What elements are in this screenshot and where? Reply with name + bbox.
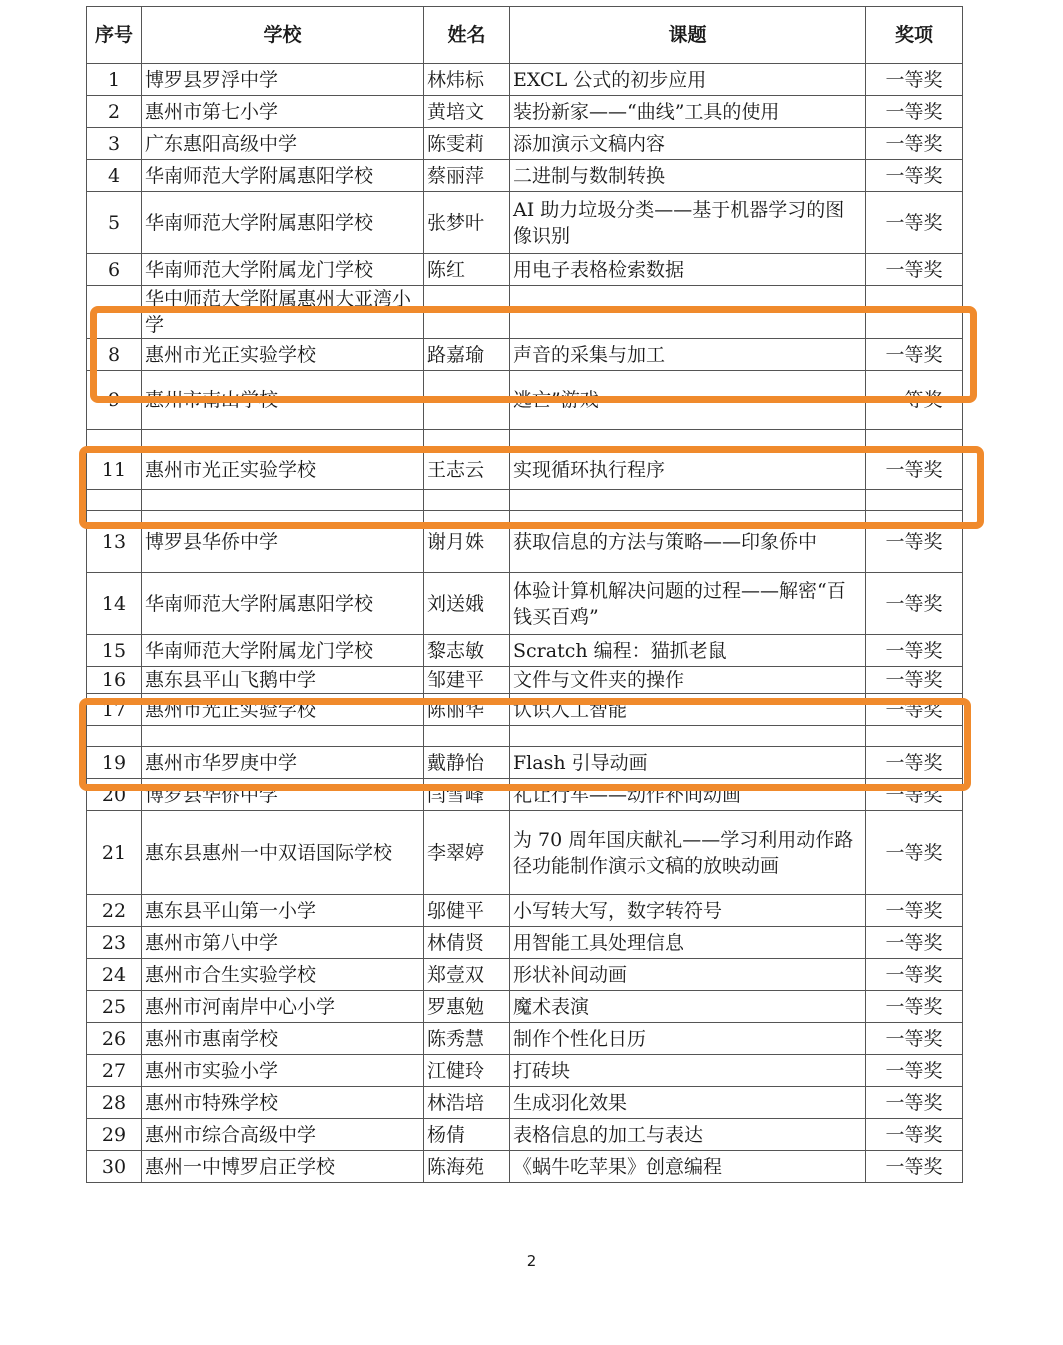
cell-school: 博罗县华侨中学: [142, 511, 424, 573]
cell-name: 江健玲: [424, 1055, 510, 1087]
cell-no: 11: [87, 451, 142, 490]
cell-no: 20: [87, 779, 142, 811]
cell-award: 一等奖: [866, 1087, 963, 1119]
cell-no: 27: [87, 1055, 142, 1087]
cell-name: 罗惠勉: [424, 991, 510, 1023]
cell-school: 惠东县平山第一小学: [142, 895, 424, 927]
cell-school: 惠州市华罗庚中学: [142, 747, 424, 779]
header-row: [87, 7, 963, 64]
cell-name: 邬健平: [424, 895, 510, 927]
cell-topic: 二进制与数制转换: [510, 160, 866, 192]
table-row: [87, 254, 963, 286]
cell-school: 惠州市河南岸中心小学: [142, 991, 424, 1023]
cell-school: [142, 430, 424, 451]
cell-award: 一等奖: [866, 1119, 963, 1151]
cell-award: 一等奖: [866, 96, 963, 128]
cell-award: 一等奖: [866, 1151, 963, 1183]
table-row: [87, 160, 963, 192]
table-row: [87, 1087, 963, 1119]
cell-name: 林炜标: [424, 64, 510, 96]
cell-school: 惠州市南山学校: [142, 371, 424, 430]
cell-no: 21: [87, 811, 142, 895]
cell-award: 一等奖: [866, 667, 963, 694]
cell-topic: AI 助力垃圾分类——基于机器学习的图像识别: [510, 192, 866, 254]
cell-award: 一等奖: [866, 779, 963, 811]
cell-award: 一等奖: [866, 694, 963, 726]
cell-name: 闫雪峰: [424, 779, 510, 811]
cell-topic: 文件与文件夹的操作: [510, 667, 866, 694]
cell-award: 一等奖: [866, 128, 963, 160]
cell-school: 华南师范大学附属惠阳学校: [142, 192, 424, 254]
cell-name: 李翠婷: [424, 811, 510, 895]
cell-name: [424, 490, 510, 511]
cell-award: 一等奖: [866, 747, 963, 779]
cell-no: 14: [87, 573, 142, 635]
cell-no: 15: [87, 635, 142, 667]
table-row: [87, 747, 963, 779]
cell-no: 25: [87, 991, 142, 1023]
table-row: [87, 1119, 963, 1151]
cell-topic: 小写转大写，数字转符号: [510, 895, 866, 927]
cell-name: 张梦叶: [424, 192, 510, 254]
page-number: 2: [526, 1252, 537, 1270]
cell-award: 一等奖: [866, 339, 963, 371]
cell-award: 一等奖: [866, 1023, 963, 1055]
cell-school: 惠州市第七小学: [142, 96, 424, 128]
cell-school: 惠州市第八中学: [142, 927, 424, 959]
table-row: [87, 779, 963, 811]
cell-school: 广东惠阳高级中学: [142, 128, 424, 160]
cell-school: 惠州市光正实验学校: [142, 694, 424, 726]
cell-award: 一等奖: [866, 160, 963, 192]
cell-no: 17: [87, 694, 142, 726]
table-row: [87, 927, 963, 959]
cell-school: [142, 726, 424, 747]
cell-no: [87, 490, 142, 511]
table-row: [87, 895, 963, 927]
cell-school: 华南师范大学附属龙门学校: [142, 635, 424, 667]
header-no: 序号: [87, 7, 142, 64]
cell-no: 4: [87, 160, 142, 192]
cell-topic: 制作个性化日历: [510, 1023, 866, 1055]
cell-no: 23: [87, 927, 142, 959]
cell-school: 惠州一中博罗启正学校: [142, 1151, 424, 1183]
cell-award: 一等奖: [866, 254, 963, 286]
cell-topic: 体验计算机解决问题的过程——解密“百钱买百鸡”: [510, 573, 866, 635]
cell-award: 一等奖: [866, 895, 963, 927]
cell-award: 一等奖: [866, 511, 963, 573]
cell-name: 王志云: [424, 451, 510, 490]
header-name: 姓名: [424, 7, 510, 64]
cell-name: 黄培文: [424, 96, 510, 128]
cell-no: 22: [87, 895, 142, 927]
table-row: [87, 286, 963, 339]
cell-name: 郑壹双: [424, 959, 510, 991]
cell-name: 路嘉瑜: [424, 339, 510, 371]
table-body: [87, 64, 963, 1183]
cell-school: 惠州市光正实验学校: [142, 451, 424, 490]
cell-topic: 获取信息的方法与策略——印象侨中: [510, 511, 866, 573]
table-row: [87, 573, 963, 635]
cell-award: 一等奖: [866, 811, 963, 895]
cell-name: 刘送娥: [424, 573, 510, 635]
cell-school: 华南师范大学附属惠阳学校: [142, 573, 424, 635]
cell-topic: [510, 430, 866, 451]
cell-topic: 装扮新家——“曲线”工具的使用: [510, 96, 866, 128]
cell-topic: Scratch 编程：猫抓老鼠: [510, 635, 866, 667]
table-row: [87, 1023, 963, 1055]
table-row: [87, 635, 963, 667]
table-row: [87, 451, 963, 490]
cell-no: 5: [87, 192, 142, 254]
cell-topic: 认识人工智能: [510, 694, 866, 726]
cell-school: 惠州市综合高级中学: [142, 1119, 424, 1151]
table-row: [87, 811, 963, 895]
cell-name: [424, 726, 510, 747]
table-row: [87, 511, 963, 573]
cell-topic: [510, 726, 866, 747]
cell-topic: [510, 490, 866, 511]
table-row: [87, 991, 963, 1023]
cell-name: 林倩贤: [424, 927, 510, 959]
cell-topic: 生成羽化效果: [510, 1087, 866, 1119]
table-row: [87, 694, 963, 726]
table-row: [87, 96, 963, 128]
cell-no: 29: [87, 1119, 142, 1151]
cell-topic: 声音的采集与加工: [510, 339, 866, 371]
cell-topic: 实现循环执行程序: [510, 451, 866, 490]
cell-award: 一等奖: [866, 64, 963, 96]
award-table: [86, 6, 963, 1183]
cell-name: 林浩培: [424, 1087, 510, 1119]
cell-topic: 用电子表格检索数据: [510, 254, 866, 286]
cell-name: 邹建平: [424, 667, 510, 694]
cell-topic: 用智能工具处理信息: [510, 927, 866, 959]
cell-topic: Flash 引导动画: [510, 747, 866, 779]
cell-name: 陈红: [424, 254, 510, 286]
cell-school: 华中师范大学附属惠州大亚湾小学: [142, 286, 424, 339]
cell-school: [142, 490, 424, 511]
cell-award: 一等奖: [866, 1055, 963, 1087]
cell-school: 惠州市惠南学校: [142, 1023, 424, 1055]
cell-no: 1: [87, 64, 142, 96]
cell-award: [866, 726, 963, 747]
cell-topic: 礼让行车——动作补间动画: [510, 779, 866, 811]
table-row: [87, 959, 963, 991]
cell-award: 一等奖: [866, 573, 963, 635]
cell-no: 16: [87, 667, 142, 694]
cell-no: 19: [87, 747, 142, 779]
cell-school: 惠东县惠州一中双语国际学校: [142, 811, 424, 895]
cell-name: [424, 371, 510, 430]
cell-name: 黎志敏: [424, 635, 510, 667]
cell-no: 28: [87, 1087, 142, 1119]
table-row: [87, 726, 963, 747]
cell-school: 惠东县平山飞鹅中学: [142, 667, 424, 694]
cell-topic: [510, 286, 866, 339]
cell-no: [87, 430, 142, 451]
cell-name: 陈雯莉: [424, 128, 510, 160]
header-topic: 课题: [510, 7, 866, 64]
cell-no: [87, 286, 142, 339]
cell-topic: 魔术表演: [510, 991, 866, 1023]
cell-topic: 表格信息的加工与表达: [510, 1119, 866, 1151]
cell-no: 8: [87, 339, 142, 371]
cell-school: 博罗县华侨中学: [142, 779, 424, 811]
cell-name: 戴静怡: [424, 747, 510, 779]
cell-award: 一等奖: [866, 959, 963, 991]
cell-school: 博罗县罗浮中学: [142, 64, 424, 96]
cell-no: 30: [87, 1151, 142, 1183]
cell-name: 谢月姝: [424, 511, 510, 573]
cell-award: [866, 286, 963, 339]
table-row: [87, 192, 963, 254]
cell-no: 3: [87, 128, 142, 160]
header-award: 奖项: [866, 7, 963, 64]
header-school: 学校: [142, 7, 424, 64]
table-row: [87, 64, 963, 96]
cell-name: 蔡丽萍: [424, 160, 510, 192]
cell-topic: 逃亡”游戏: [510, 371, 866, 430]
table-row: [87, 667, 963, 694]
cell-no: 6: [87, 254, 142, 286]
table-row: [87, 430, 963, 451]
table-row: [87, 371, 963, 430]
table-row: [87, 128, 963, 160]
cell-name: [424, 286, 510, 339]
cell-name: 陈海苑: [424, 1151, 510, 1183]
cell-topic: 添加演示文稿内容: [510, 128, 866, 160]
cell-school: 华南师范大学附属惠阳学校: [142, 160, 424, 192]
cell-award: 一等奖: [866, 927, 963, 959]
cell-no: 26: [87, 1023, 142, 1055]
cell-no: 2: [87, 96, 142, 128]
cell-school: 惠州市光正实验学校: [142, 339, 424, 371]
cell-topic: 为 70 周年国庆献礼——学习利用动作路径功能制作演示文稿的放映动画: [510, 811, 866, 895]
table-row: [87, 1055, 963, 1087]
cell-award: 一等奖: [866, 371, 963, 430]
cell-no: 24: [87, 959, 142, 991]
cell-school: 华南师范大学附属龙门学校: [142, 254, 424, 286]
cell-award: [866, 430, 963, 451]
cell-school: 惠州市实验小学: [142, 1055, 424, 1087]
cell-no: [87, 726, 142, 747]
table-row: [87, 339, 963, 371]
cell-no: 9: [87, 371, 142, 430]
cell-award: 一等奖: [866, 451, 963, 490]
cell-name: 陈秀慧: [424, 1023, 510, 1055]
cell-award: 一等奖: [866, 991, 963, 1023]
cell-no: 13: [87, 511, 142, 573]
cell-name: 陈丽华: [424, 694, 510, 726]
cell-name: 杨倩: [424, 1119, 510, 1151]
table-row: [87, 490, 963, 511]
cell-topic: 《蜗牛吃苹果》创意编程: [510, 1151, 866, 1183]
cell-award: 一等奖: [866, 635, 963, 667]
cell-award: [866, 490, 963, 511]
cell-topic: 形状补间动画: [510, 959, 866, 991]
cell-school: 惠州市特殊学校: [142, 1087, 424, 1119]
table-row: [87, 1151, 963, 1183]
cell-name: [424, 430, 510, 451]
cell-school: 惠州市合生实验学校: [142, 959, 424, 991]
cell-award: 一等奖: [866, 192, 963, 254]
cell-topic: EXCL 公式的初步应用: [510, 64, 866, 96]
cell-topic: 打砖块: [510, 1055, 866, 1087]
